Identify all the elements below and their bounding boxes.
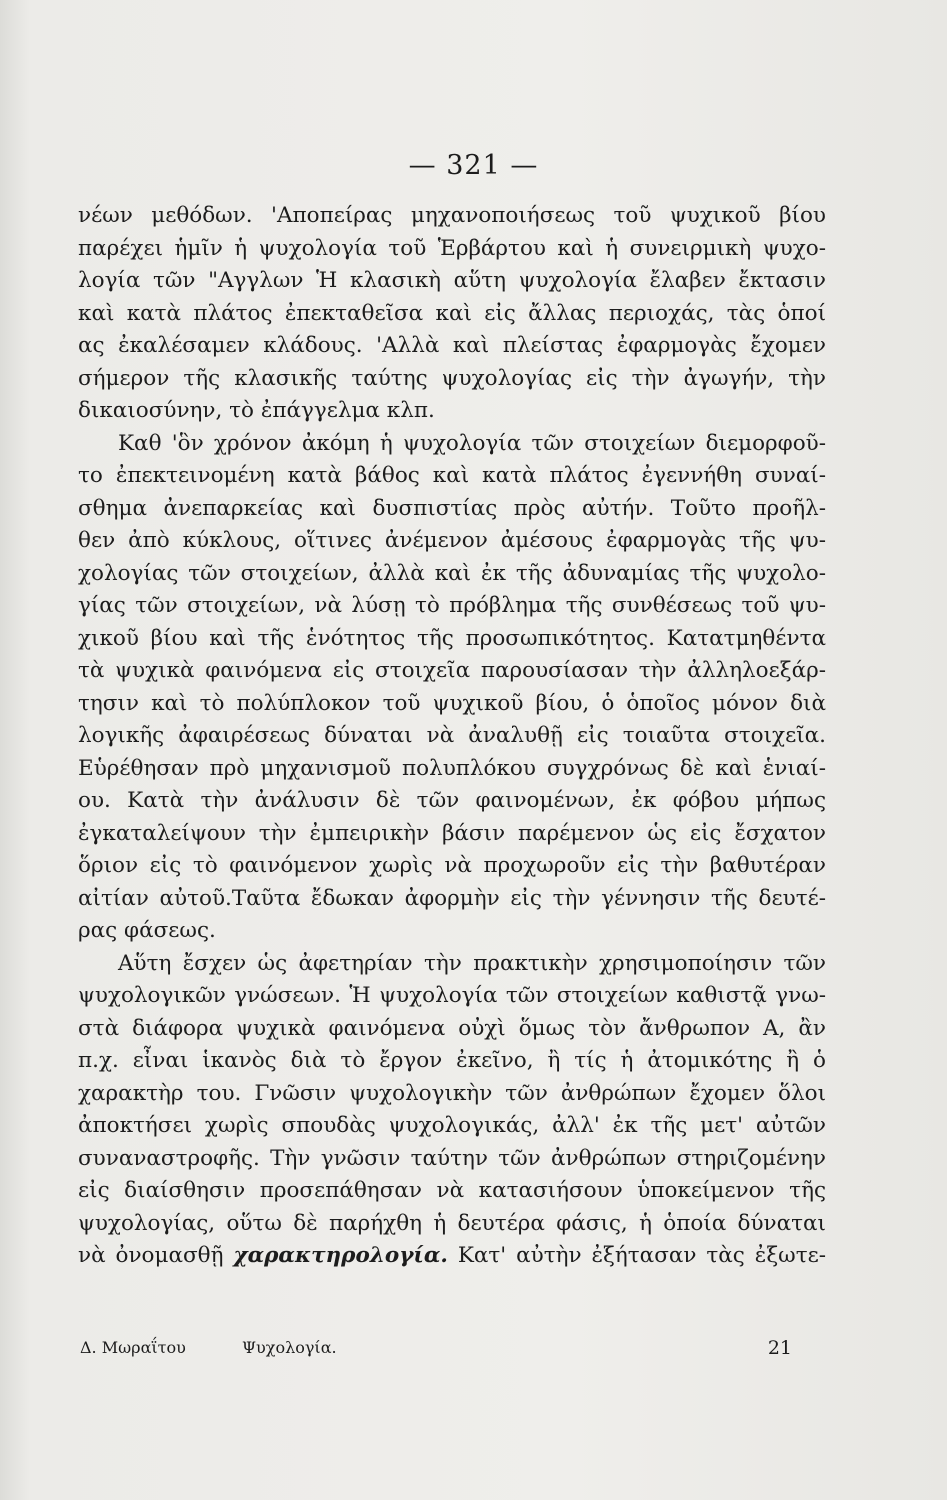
text-line: ας ἐκαλέσαμεν κλάδους. 'Αλλὰ καὶ πλείστας ἐφαρμογὰς ἔχομεν — [78, 333, 826, 358]
text-line: ου. Κατὰ τὴν ἀνάλυσιν δὲ τῶν φαινομένων, ἐκ φόβου μήπως — [78, 788, 826, 813]
footer-author: Δ. Μωραΐτου — [80, 1338, 186, 1357]
text-line: ρας φάσεως. — [78, 918, 216, 943]
text-line: γίας τῶν στοιχείων, νὰ λύσῃ τὸ πρόβλημα τῆς συνθέσεως τοῦ ψυ- — [78, 593, 826, 618]
text-line: νέων μεθόδων. 'Αποπείρας μηχανοποιήσεως τοῦ ψυχικοῦ βίου — [78, 203, 826, 228]
text-line: Εὑρέθησαν πρὸ μηχανισμοῦ πολυπλόκου συγχρόνως δὲ καὶ ἑνιαί- — [78, 755, 826, 781]
text-line: λογία τῶν "Αγγλων Ἡ κλασικὴ αὕτη ψυχολογία ἔλαβεν ἔκτασιν — [78, 268, 826, 293]
text-line: συναναστροφῆς. Τὴν γνῶσιν ταύτην τῶν ἀνθρώπων στηριζομένην — [78, 1145, 826, 1171]
page-footer — [80, 1336, 792, 1360]
body-text — [78, 200, 826, 1273]
text-line: ψυχολογικῶν γνώσεων. Ἡ ψυχολογία τῶν στοιχείων καθιστᾷ γνω- — [78, 983, 826, 1008]
text-line: σήμερον τῆς κλασικῆς ταύτης ψυχολογίας εἰς τὴν ἀγωγήν, τὴν — [78, 365, 826, 391]
text-line: στὰ διάφορα ψυχικὰ φαινόμενα οὐχὶ ὅμως τὸν ἄνθρωπον Α, ἂν — [78, 1015, 826, 1041]
text-line: ἀποκτήσει χωρὶς σπουδὰς ψυχολογικάς, ἀλλ' ἐκ τῆς μετ' αὐτῶν — [78, 1113, 826, 1138]
text-line: εἰς διαίσθησιν προσεπάθησαν νὰ κατασιήσουν ὑποκείμενον τῆς — [78, 1178, 826, 1203]
text-line: τησιν καὶ τὸ πολύπλοκον τοῦ ψυχικοῦ βίου, ὁ ὁποῖος μόνον διὰ — [78, 690, 826, 716]
text-line: σθημα ἀνεπαρκείας καὶ δυσπιστίας πρὸς αὐτήν. Τοῦτο προῆλ- — [78, 495, 826, 521]
last-line-end: Κατ' αὐτὴν ἐξήτασαν τὰς ἐξωτε- — [447, 1243, 826, 1268]
last-line-start: νὰ ὀνομασθῇ — [78, 1243, 234, 1268]
text-line: ὅριον εἰς τὸ φαινόμενον χωρὶς νὰ προχωροῦν εἰς τὴν βαθυτέραν — [78, 853, 826, 878]
text-line: π.χ. εἶναι ἱκανὸς διὰ τὸ ἔργον ἐκεῖνο, ἢ τίς ἡ ἀτομικότης ἢ ὁ — [78, 1048, 826, 1073]
text-line: ἐγκαταλείψουν τὴν ἐμπειρικὴν βάσιν παρέμενον ὡς εἰς ἔσχατον — [78, 820, 826, 846]
text-line: αἰτίαν αὐτοῦ.Ταῦτα ἔδωκαν ἀφορμὴν εἰς τὴν γέννησιν τῆς δευτέ- — [78, 885, 826, 911]
text-line: τὰ ψυχικὰ φαινόμενα εἰς στοιχεῖα παρουσίασαν τὴν ἀλληλοεξάρ- — [78, 658, 826, 683]
text-line: λογικῆς ἀφαιρέσεως δύναται νὰ ἀναλυθῇ εἰς τοιαῦτα στοιχεῖα. — [78, 723, 826, 748]
text-line: το ἐπεκτεινομένη κατὰ βάθος καὶ κατὰ πλάτος ἐγεννήθη συναί- — [78, 463, 826, 488]
text-line: παρέχει ἡμῖν ἡ ψυχολογία τοῦ Ἑρβάρτου καὶ ἡ συνειρμικὴ ψυχο- — [78, 235, 826, 261]
page-number: — 321 — — [408, 150, 539, 181]
footer-signature-number: 21 — [767, 1337, 792, 1359]
text-line: ψυχολογίας, οὕτω δὲ παρήχθη ἡ δευτέρα φάσις, ἡ ὁποία δύναται — [78, 1210, 826, 1236]
footer-book-title: Ψυχολογία. — [242, 1338, 337, 1357]
text-line: χικοῦ βίου καὶ τῆς ἑνότητος τῆς προσωπικότητος. Κατατμηθέντα — [78, 625, 826, 651]
last-text-line — [78, 1240, 826, 1273]
text-line: καὶ κατὰ πλάτος ἐπεκταθεῖσα καὶ εἰς ἄλλας περιοχάς, τὰς ὁποί — [78, 300, 826, 326]
text-line: θεν ἀπὸ κύκλους, οἵτινες ἀνέμενον ἀμέσους ἐφαρμογὰς τῆς ψυ- — [78, 528, 826, 553]
text-line: δικαιοσύνην, τὸ ἐπάγγελμα κλπ. — [78, 398, 435, 423]
paragraph-start-line: Αὕτη ἔσχεν ὡς ἀφετηρίαν τὴν πρακτικὴν χρησιμοποίησιν τῶν — [118, 950, 826, 976]
paragraph-start-line: Καθ 'ὃν χρόνον ἀκόμη ἡ ψυχολογία τῶν στοιχείων διεμορφοῦ- — [118, 430, 826, 456]
text-line: χαρακτὴρ του. Γνῶσιν ψυχολογικὴν τῶν ἀνθρώπων ἔχομεν ὅλοι — [78, 1080, 826, 1106]
emphasized-term: χαρακτηρολογία. — [233, 1243, 448, 1268]
text-line: χολογίας τῶν στοιχείων, ἀλλὰ καὶ ἐκ τῆς ἀδυναμίας τῆς ψυχολο- — [78, 560, 826, 586]
